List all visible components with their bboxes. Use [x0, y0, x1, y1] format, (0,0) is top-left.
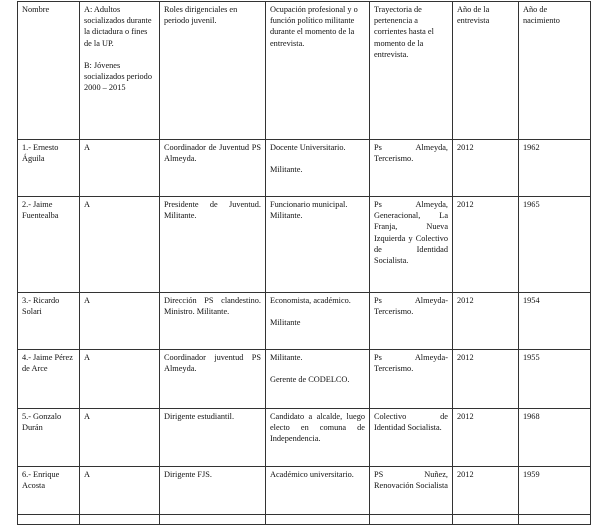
header-anio-nacimiento: Año de nacimiento	[519, 2, 591, 140]
header-nombre: Nombre	[18, 2, 80, 140]
cell-anio-entrevista: 2012	[453, 140, 519, 197]
cell-anio-nacimiento: 1968	[519, 409, 591, 467]
cell-grupo: A	[80, 467, 160, 515]
cell-ocupacion: Docente Universitario. Militante.	[266, 140, 370, 197]
cell-anio-entrevista: 2012	[453, 409, 519, 467]
cell-ocupacion: Funcionario municipal. Militante.	[266, 197, 370, 293]
cell-grupo: A	[80, 140, 160, 197]
cell-ocupacion: Militante. Gerente de CODELCO.	[266, 350, 370, 409]
cell-trayectoria: Ps Almeyda-Tercerismo.	[370, 293, 453, 350]
cell-trayectoria: Colectivo de Identidad Socialista.	[370, 409, 453, 467]
table-row-partial	[18, 515, 591, 525]
header-ocupacion: Ocupación profesional y o función político militante durante el momento de la entrevista.	[266, 2, 370, 140]
cell-ocupacion: Académico universitario.	[266, 467, 370, 515]
cell-trayectoria: PS Nuñez, Renovación Socialista	[370, 467, 453, 515]
cell-grupo: A	[80, 409, 160, 467]
header-row	[18, 2, 591, 140]
table-row	[18, 140, 591, 197]
document-page	[17, 1, 591, 525]
cell-roles: Coordinador de Juventud PS Almeyda.	[160, 140, 266, 197]
table-row	[18, 467, 591, 515]
cell-anio-nacimiento: 1962	[519, 140, 591, 197]
cell-roles: Dirigente FJS.	[160, 467, 266, 515]
cell-nombre: 5.- Gonzalo Durán	[18, 409, 80, 467]
cell-anio-nacimiento: 1959	[519, 467, 591, 515]
interview-table	[17, 1, 591, 525]
header-grupo-b: B: Jóvenes socializados periodo 2000 – 2015	[84, 60, 152, 93]
cell-ocupacion: Candidato a alcalde, luego electo en comuna de Independencia.	[266, 409, 370, 467]
cell-anio-entrevista: 2012	[453, 467, 519, 515]
cell-anio-entrevista: 2012	[453, 350, 519, 409]
cell-grupo: A	[80, 350, 160, 409]
cell-nombre: 1.- Ernesto Águila	[18, 140, 80, 197]
cell-anio-nacimiento: 1955	[519, 350, 591, 409]
cell-nombre: 3.- Ricardo Solari	[18, 293, 80, 350]
cell-trayectoria: Ps Almeyda-Tercerismo.	[370, 350, 453, 409]
cell-roles: Dirección PS clandestino. Ministro. Militante.	[160, 293, 266, 350]
header-trayectoria: Trayectoria de pertenencia a corrientes hasta el momento de la entrevista.	[370, 2, 453, 140]
cell-ocupacion: Economista, académico. Militante	[266, 293, 370, 350]
table-row	[18, 197, 591, 293]
cell-roles: Dirigente estudiantil.	[160, 409, 266, 467]
cell-roles: Presidente de Juventud. Militante.	[160, 197, 266, 293]
cell-nombre: 2.- Jaime Fuentealba	[18, 197, 80, 293]
cell-nombre: 4.- Jaime Pérez de Arce	[18, 350, 80, 409]
cell-anio-entrevista: 2012	[453, 293, 519, 350]
cell-trayectoria: Ps Almeyda, Generacional, La Franja, Nueva Izquierda y Colectivo de Identidad Socialista.	[370, 197, 453, 293]
header-grupo	[80, 2, 160, 140]
cell-nombre: 6.- Enrique Acosta	[18, 467, 80, 515]
cell-anio-nacimiento: 1954	[519, 293, 591, 350]
table-row	[18, 409, 591, 467]
cell-anio-nacimiento: 1965	[519, 197, 591, 293]
header-anio-entrevista: Año de la entrevista	[453, 2, 519, 140]
cell-anio-entrevista: 2012	[453, 197, 519, 293]
table-row	[18, 293, 591, 350]
table-row	[18, 350, 591, 409]
header-roles: Roles dirigenciales en periodo juvenil.	[160, 2, 266, 140]
cell-grupo: A	[80, 197, 160, 293]
header-grupo-a: A: Adultos socializados durante la dictadura o fines de la UP.	[84, 5, 152, 48]
cell-roles: Coordinador juventud PS Almeyda.	[160, 350, 266, 409]
cell-grupo: A	[80, 293, 160, 350]
cell-trayectoria: Ps Almeyda, Tercerismo.	[370, 140, 453, 197]
